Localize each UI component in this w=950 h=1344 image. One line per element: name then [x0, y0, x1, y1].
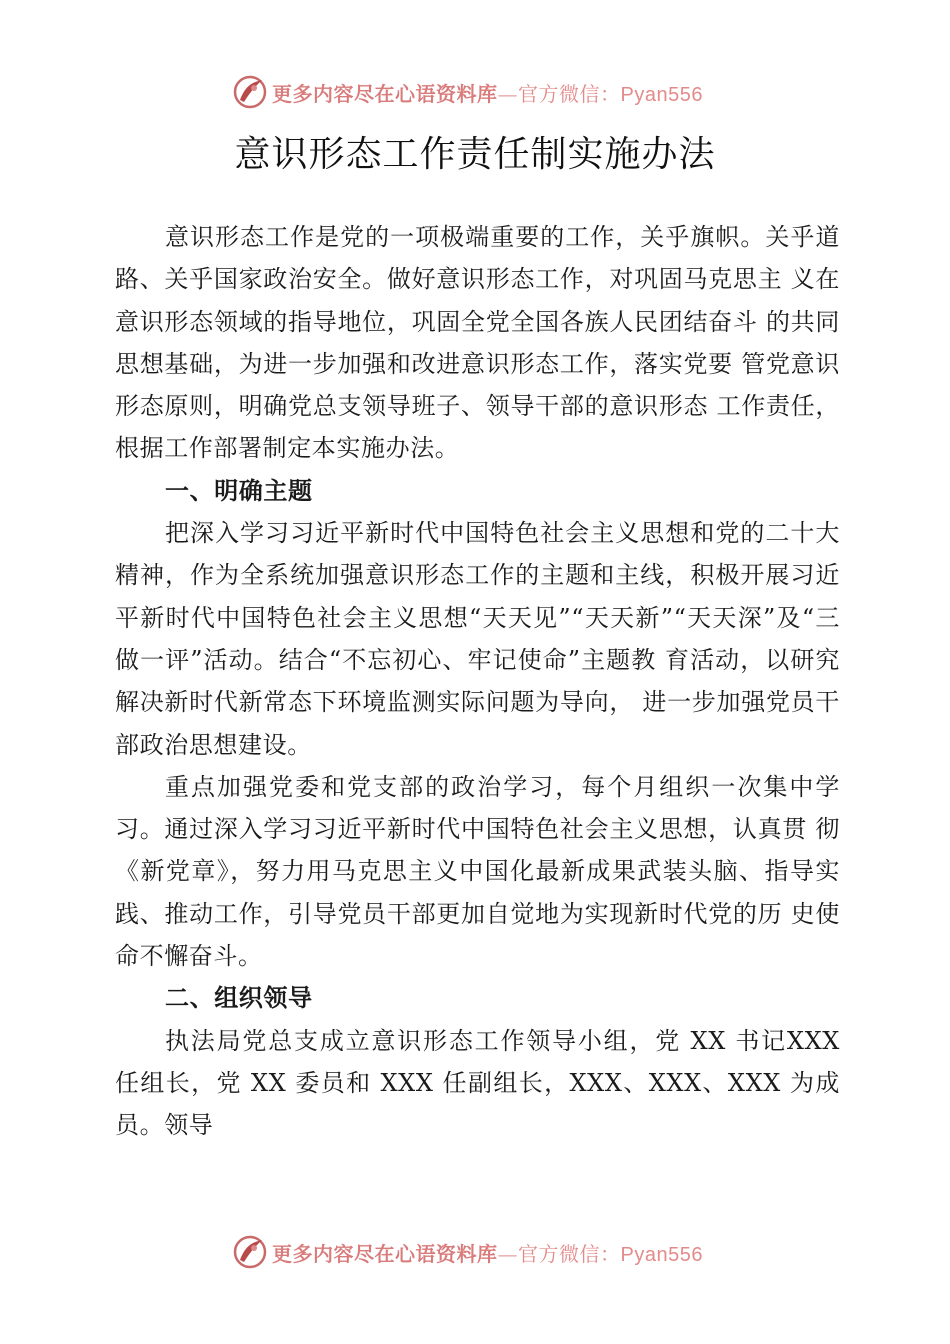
watermark-separator: —: [497, 81, 518, 106]
watermark-account: Pyan556: [620, 1243, 703, 1266]
section-heading-2: 二、组织领导: [165, 984, 313, 1013]
watermark-text: [272, 78, 703, 107]
document-body: [115, 216, 840, 1147]
section-1-paragraph-1: 把深入学习习近平新时代中国特色社会主义思想和党的二十大精神，作为全系统加强意识形态工作的主题和主线，积极开展习近平新时代中国特色社会主义思想“天天见”“天天新”“天天深”及“三做一评”活动。结合“不忘初心、牢记使命”主题教 育活动，以研究解决新时代新常态下环境监测实际问题为导向， 进一步加强党员干部政治思想建设。: [115, 519, 840, 759]
footer-watermark-banner: [232, 1232, 732, 1272]
document-title: 意识形态工作责任制实施办法: [234, 134, 716, 175]
section-2-paragraph-1: 执法局党总支成立意识形态工作领导小组，党 XX 书记XXX 任组长，党 XX 委员和 XXX 任副组长，XXX、XXX、XXX 为成员。领导: [115, 1026, 840, 1140]
watermark-lead: 更多内容尽在心语资料库: [272, 81, 498, 106]
header-watermark-banner: [232, 72, 732, 112]
section-heading-1: 一、明确主题: [165, 476, 313, 505]
seal-logo-icon: [232, 74, 268, 110]
seal-logo-icon: [232, 1234, 268, 1270]
watermark-lead: 更多内容尽在心语资料库: [272, 1241, 498, 1266]
section-1-paragraph-2: 重点加强党委和党支部的政治学习，每个月组织一次集中学习。通过深入学习习近平新时代中国特色社会主义思想，认真贯 彻《新党章》，努力用马克思主义中国化最新成果武装头脑、指导实践、推动工作，引导党员干部更加自觉地为实现新时代党的历 史使命不懈奋斗。: [115, 772, 840, 971]
watermark-account: Pyan556: [620, 83, 703, 106]
watermark-text: [272, 1238, 703, 1267]
watermark-separator: —: [497, 1241, 518, 1266]
watermark-tail: 官方微信：: [518, 81, 621, 106]
intro-paragraph: 意识形态工作是党的一项极端重要的工作，关乎旗帜。关乎道路、关乎国家政治安全。做好意识形态工作，对巩固马克思主 义在意识形态领域的指导地位，巩固全党全国各族人民团结奋斗 的共同思想基础，为进一步加强和改进意识形态工作，落实党要 管党意识形态原则，明确党总支领导班子、领导干部的意识形态 工作责任，根据工作部署制定本实施办法。: [115, 223, 840, 463]
watermark-tail: 官方微信：: [518, 1241, 621, 1266]
